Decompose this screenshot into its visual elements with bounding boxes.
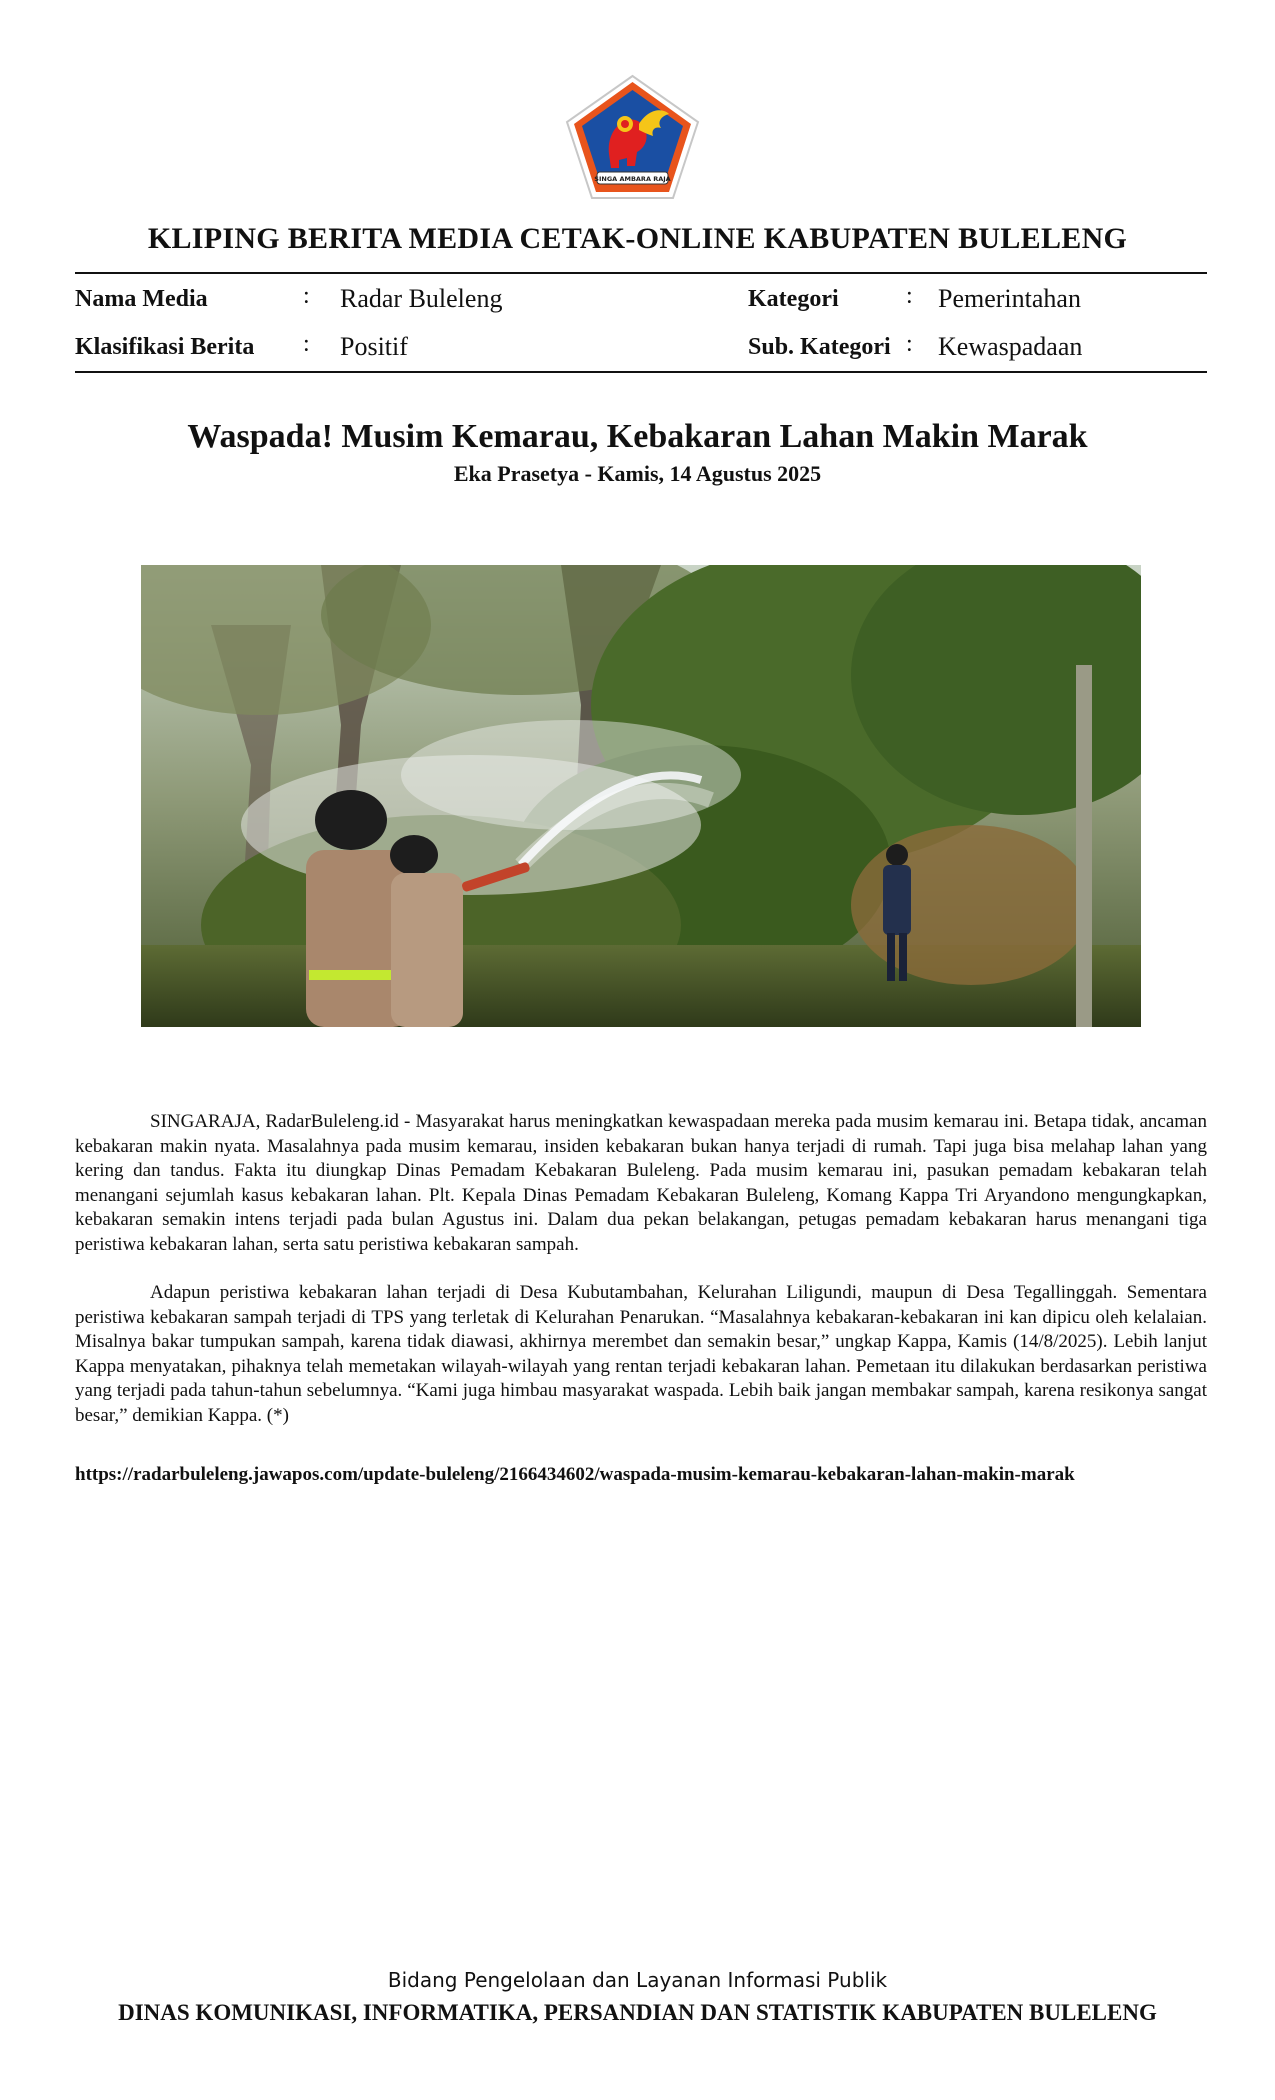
meta-category: [748, 283, 839, 313]
meta-subcategory: [748, 331, 891, 361]
meta-subcategory-label: Sub. Kategori: [748, 334, 891, 360]
article-paragraph-1: SINGARAJA, RadarBuleleng.id - Masyarakat harus meningkatkan kewaspadaan mereka pada musim kemarau ini. Betapa tidak, ancaman kebakaran makin nyata. Masalahnya pada musim kemarau, insiden kebakaran bukan hanya terjadi di rumah. Tapi juga bisa melahap lahan yang kering dan tandus. Fakta itu diungkap Dinas Pemadam Kebakaran Buleleng. Pada musim kemarau ini, pasukan pemadam kebakaran telah menangani sejumlah kasus kebakaran lahan. Plt. Kepala Dinas Pemadam Kebakaran Buleleng, Komang Kappa Tri Aryandono mengungkapkan, kebakaran semakin intens terjadi pada bulan Agustus ini. Dalam dua pekan belakangan, petugas pemadam kebakaran harus menangani tiga peristiwa kebakaran lahan, serta satu peristiwa kebakaran sampah.: [75, 1111, 1207, 1255]
article-photo: [141, 565, 1141, 1027]
meta-category-label: Kategori: [748, 286, 839, 312]
meta-media: [75, 283, 208, 313]
meta-subcategory-value: Kewaspadaan: [938, 332, 1083, 361]
article-title: Waspada! Musim Kemarau, Kebakaran Lahan Makin Marak: [187, 418, 1088, 455]
meta-classification-value: Positif: [340, 332, 408, 361]
buleleng-crest-icon: [565, 74, 700, 200]
meta-classification-label: Klasifikasi Berita: [75, 334, 255, 360]
article-source-link[interactable]: https://radarbuleleng.jawapos.com/update-buleleng/2166434602/waspada-musim-kemarau-kebakaran-lahan-makin-marak: [75, 1464, 1075, 1485]
meta-media-value: Radar Buleleng: [340, 284, 503, 313]
header-rule-bottom: [75, 371, 1207, 373]
article-byline: Eka Prasetya - Kamis, 14 Agustus 2025: [453, 461, 822, 486]
document-header-title: KLIPING BERITA MEDIA CETAK-ONLINE KABUPATEN BULELENG: [147, 222, 1128, 255]
meta-classification: [75, 331, 254, 361]
footer-agency: DINAS KOMUNIKASI, INFORMATIKA, PERSANDIAN DAN STATISTIK KABUPATEN BULELENG: [118, 2000, 1157, 2025]
logo-motto: SINGA AMBARA RAJA: [594, 175, 671, 183]
article-paragraph-2: Adapun peristiwa kebakaran lahan terjadi di Desa Kubutambahan, Kelurahan Liligundi, maupun di Desa Tegallinggah. Sementara peristiwa kebakaran sampah terjadi di TPS yang terletak di Kelurahan Penarukan. “Masalahnya kebakaran-kebakaran ini kan dipicu oleh kelalaian. Misalnya bakar tumpukan sampah, karena tidak diawasi, akhirnya merembet dan semakin besar,” ungkap Kappa, Kamis (14/8/2025). Lebih lanjut Kappa menyatakan, pihaknya telah memetakan wilayah-wilayah yang rentan terjadi kebakaran lahan. Pemetaan itu dilakukan berdasarkan peristiwa yang terjadi pada tahun-tahun sebelumnya. “Kami juga himbau masyarakat waspada. Lebih baik jangan membakar sampah, karena resikonya sangat besar,” demikian Kappa. (*): [75, 1282, 1207, 1426]
meta-media-label: Nama Media: [75, 286, 208, 312]
meta-category-value: Pemerintahan: [938, 284, 1081, 313]
footer-division: Bidang Pengelolaan dan Layanan Informasi Publik: [387, 1968, 888, 1992]
article-body: [75, 1110, 1207, 1452]
header-rule-top: [75, 272, 1207, 274]
